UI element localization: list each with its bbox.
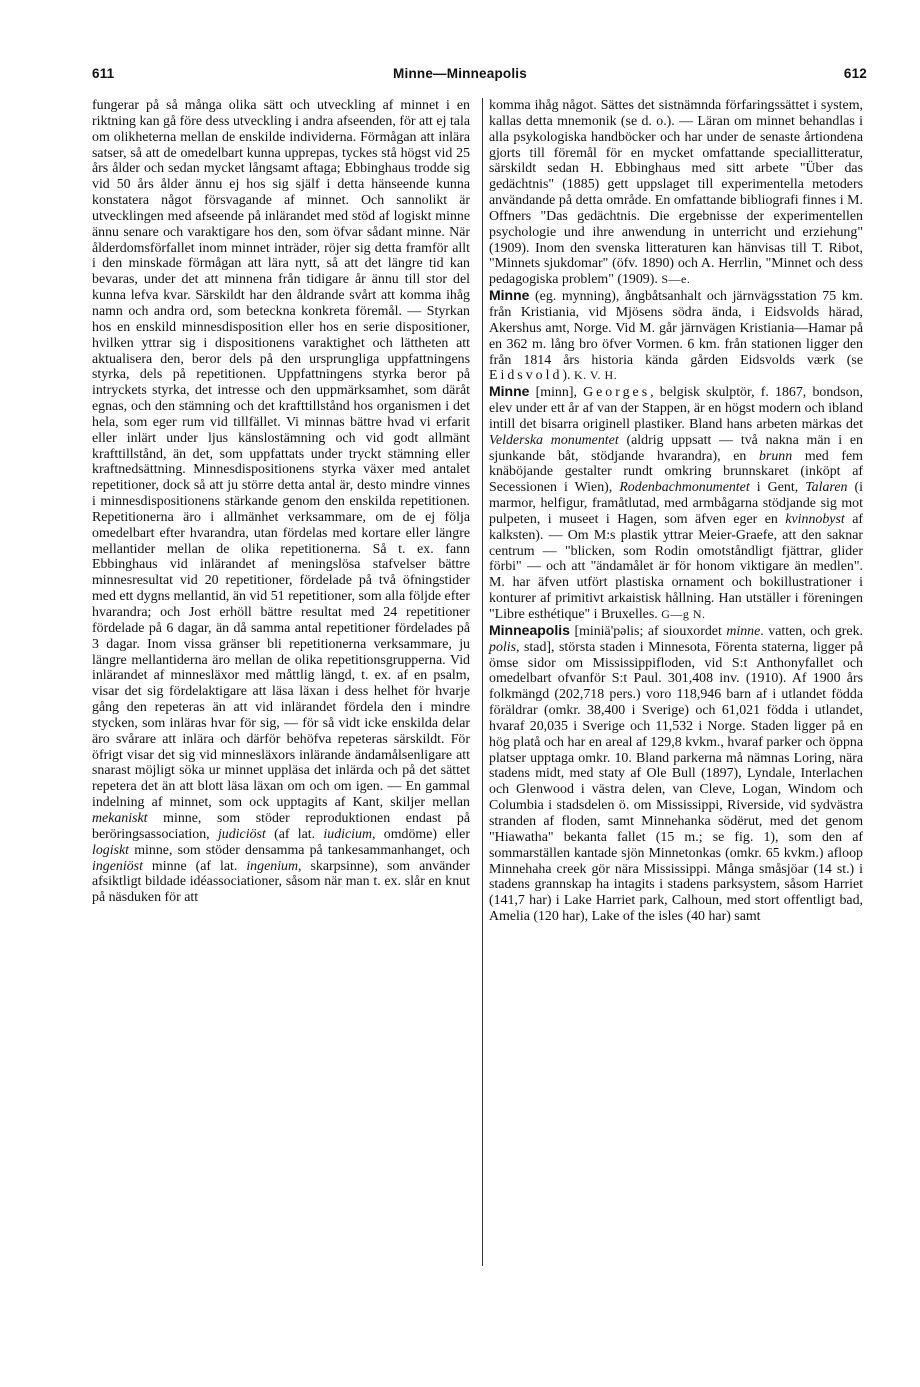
headword: Minneapolis xyxy=(489,621,570,638)
page-number-right: 612 xyxy=(843,66,867,81)
headword: Minne xyxy=(489,383,530,400)
column-divider xyxy=(482,98,483,1266)
signature: K. V. H. xyxy=(573,368,618,383)
page-header xyxy=(0,66,920,86)
signature: S—e. xyxy=(661,272,691,287)
right-column xyxy=(489,98,863,925)
entry-minne-station: Minne (eg. mynning), ångbåtsanhalt och järnvägsstation 75 km. från Kristiania, vid Mjösens södra ända, i Eidsvolds härad, Akershus amt, Norge. Vid M. går järnvägen Kristiania—Hamar på en 362 m. lång bro öfver Vormen. 6 km. från stationen ligger den från 1814 års historia kända gården Eidsvolds værk (se Eidsvold). K. V. H. xyxy=(489,287,863,384)
signature: G—g N. xyxy=(661,607,706,621)
memory-continuation: komma ihåg något. Sättes det sistnämnda förfaringssättet i system, kallas detta mnemonik (se d. o.). — Läran om minnet behandlas i alla psykologiska handböcker och har under de senaste årtiondena gjorts till föremål för en mycket omfattande speciallitteratur, särskildt sedan H. Ebbinghaus med sitt arbete "Über das gedächtnis" (1885) gett uppslaget till experimentella metoders användande på detta område. En omfattande bibliografi finnes i M. Offners "Das gedächtnis. Die ergebnisse der experimentellen psychologie und ihre anwendung in unterricht und erziehung" (1909). Inom den svenska litteraturen kan hänvisas till T. Ribot, "Minnets sjukdomar" (öfv. 1890) och A. Herrlin, "Minnet och dess pedagogiska problem" (1909). S—e. xyxy=(489,98,863,288)
entry-minneapolis: Minneapolis [miniä'pəlis; af siouxordet minne. vatten, och grek. polis, stad], största staden i Minnesota, Förenta staterna, ligger på ömse sidor om Mississippifloden, vid S:t Anthonyfallet och omedelbart ofvanför S:t Paul. 301,408 inv. (1910). Af 1900 års folkmängd (202,718 pers.) voro 118,946 barn af i utlandet födda föräldrar (omkr. 38,400 i Sverige) och 61,021 födda i utlandet, hvaraf 20,035 i Sverige och 11,532 i Norge. Staden ligger på en hög platå och har en areal af 129,8 kvkm., hvaraf parker och öppna platser upptaga omkr. 10. Bland parkerna må nämnas Loring, nära stadens midt, med staty af Ole Bull (1897), Lyndale, Interlachen och Glenwood i västra delen, van Cleve, Logan, Windom och Columbia i stadsdelen ö. om Mississippi, Riverside, vid sydvästra stranden af floden, samt Minnehanka södërut, med det genom "Hiawatha" bekanta fallet (15 m.; se fig. 1), som den af sommarställen kantade sjön Minnetonkas (omkr. 65 kvkm.) afloop Minnehaha creek gör nära Mississippi. Många småsjöar (14 st.) i stadens grannskap ha intagits i stadens parksystem, såsom Harriet (141,7 har) i Lake Harriet park, Calhoun, med stort offentligt bad, Amelia (120 har), Lake of the isles (40 har) samt xyxy=(489,621,863,925)
headword: Minne xyxy=(489,287,530,304)
left-column-text: fungerar på så många olika sätt och utveckling af minnet i en riktning kan gå före dess utveckling i andra afseenden, för att ej tala om olikheterna mellan de enskilde individerna. Förmågan att inlära satser, så att de omedelbart kunna upprepas, tyckes stå högst vid 25 års ålder och sedan mycket långsamt aftaga; Ebbinghaus trodde sig vid 50 års ålder ännu ej hos sig själf i detta hänseende kunna konstatera något försvagande af minnet. Och sannolikt är utvecklingen med afseende på inlärandet med stöd af logiskt minne ännu senare och varaktigare hos den, som öfvar sådant minne. När ålderdomsförfallet inom minnet inträder, röjer sig detta framför allt i den minskade förmågan att lära nytt, så att det längre tid kan bevaras, under det att minnena från tidigare år ännu till stor del kunna lefva kvar. Särskildt har den åldrande svårt att komma ihåg namn och andra ord, som beteckna konkreta föremål. — Styrkan hos en enskild minnesdisposition eller hos en serie dispositioner, hvilken yttrar sig i dispositionens varaktighet och lättheten att aktualisera den, beror dels på den ursprungliga uppfattningens styrka, dels på repetitionen. Uppfattningens styrka beror på intryckets styrka, det intresse och den uppmärksamhet, som däråt egnas, och den stämning och det krafttillstånd hos organismen i det hela, som eger rum vid tillfället. Vi minnas bättre hvad vi erfarit eller inlärt under ljus känslostämning och vid godt allmänt krafttillstånd, än det, som uppfattats under tryckt stämning eller kraftnedsättning. Minnesdispositionens styrka växer med antalet repetitioner, dock så att ju större detta antal är, desto mindre vinnes i minnesdispositionens stärkande genom den enskilda repetitionen. Repetitionerna äro i allmänhet verksammare, om de ej följa omedelbart efter hvarandra, utan fördelas med kortare eller längre mellantider mellan de olika repetitionerna. Så t. ex. fann Ebbinghaus vid inlärandet af meningslösa stafvelser bättre minnesresultat vid 20 repetitioner, fördelade på två öfningstider med ett dygns mellantid, än vid 51 repetitioner, som alla följde efter hvarandra; och Jost erhöll bättre resultat med 24 repetitioner fördelade på 6 dagar, än då samma antal repetitioner fördelades på 3 dagar. Inom vissa gränser bli repetitionerna verksammare, ju längre mellantiderna äro mellan de olika repetitionsgrupperna. Vid inlärandet af minnesläxor med måttlig längd, t. ex. af en psalm, visar det sig fördelaktigare att läsa läxan i dess helhet för hvarje gång den repeteras än att vid inlärandet fördela den i mindre stycken, som inläras hvar för sig, — för så vidt icke enskilda delar äro svårare att inlära och därför behöfva repeteras särskildt. För öfrigt visar det sig vid minnesläxors inlärande ändamålsenligare att snarast möjligt söka ur minnet uppläsa det inlärda och på det sättet repetera det än att blott läsa läxan om och om igen. — En gammal indelning af minnet, som ock upptagits af Kant, skiljer mellan mekaniskt minne, som stöder reproduktionen endast på beröringsassociation, judiciöst (af lat. iudicium, omdöme) eller logiskt minne, som stöder densamma på tankesammanhanget, och ingeniöst minne (af lat. ingenium, skarpsinne), som använder afsiktligt bildade idéassociationer, såsom när man t. ex. slår en knut på näsduken för att xyxy=(92,98,470,906)
running-title: Minne—Minneapolis xyxy=(393,66,527,81)
entry-minne-georges: Minne [minn], Georges, belgisk skulptör, f. 1867, bondson, elev under ett år af van der Stappen, är en högst modern och ibland intill det bisarra originell plastiker. Bland hans arbeten märkas det Velderska monumentet (aldrig uppsatt — två nakna män i en sjunkande båt, stödjande hvarandra), en brunn med fem knäböjande gestalter rundt omkring brunnskaret (inköpt af Secessionen i Wien), Rodenbachmonumentet i Gent, Talaren (i marmor, helfigur, framåtlutad, med armbågarna stödjande sig mot pulpeten, i museet i Hagen, som äfven eger en kvinnobyst af kalksten). — Om M:s plastik yttrar Meier-Graefe, att den saknar centrum — "blicken, som Rodin omotståndligt fjättrar, glider förbi" — och att "ändamålet är för honom viktigare än medlen". M. har äfven utfört plastiska ornament och bokillustrationer i konturer af primitivt arkaistisk hållning. Han utställer i föreningen "Libre esthétique" i Bruxelles. G—g N. xyxy=(489,383,863,622)
page-number-left: 611 xyxy=(92,66,115,81)
left-column xyxy=(92,98,470,906)
